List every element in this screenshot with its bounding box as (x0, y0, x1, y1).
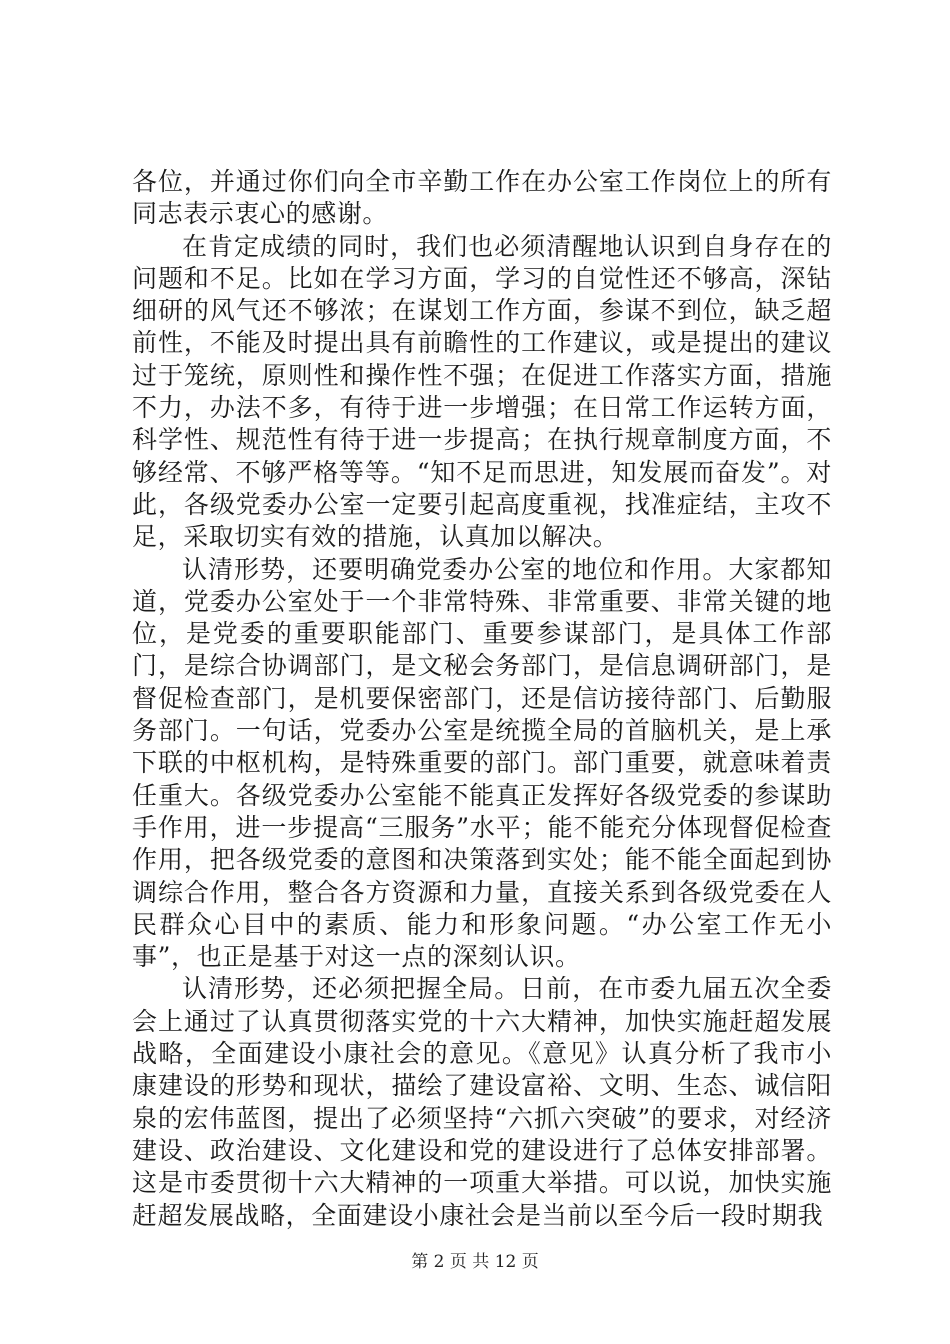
document-body (132, 166, 832, 1232)
paragraph: 认清形势，还必须把握全局。日前，在市委九届五次全委会上通过了认真贯彻落实党的十六大精神，加快实施赶超发展战略，全面建设小康社会的意见。《意见》认真分析了我市小康建设的形势和现状，描绘了建设富裕、文明、生态、诚信阳泉的宏伟蓝图，提出了必须坚持“六抓六突破”的要求，对经济建设、政治建设、文化建设和党的建设进行了总体安排部署。这是市委贯彻十六大精神的一项重大举措。可以说，加快实施赶超发展战略，全面建设小康社会是当前以至今后一段时期我 (132, 974, 832, 1230)
page-number-footer: 第 2 页 共 12 页 (411, 1252, 539, 1272)
paragraph: 认清形势，还要明确党委办公室的地位和作用。大家都知道，党委办公室处于一个非常特殊、非常重要、非常关键的地位，是党委的重要职能部门、重要参谋部门，是具体工作部门，是综合协调部门，是文秘会务部门，是信息调研部门，是督促检查部门，是机要保密部门，还是信访接待部门、后勤服务部门。一句话，党委办公室是统揽全局的首脑机关，是上承下联的中枢机构，是特殊重要的部门。部门重要，就意味着责任重大。各级党委办公室能不能真正发挥好各级党委的参谋助手作用，进一步提高“三服务”水平；能不能充分体现督促检查作用，把各级党委的意图和决策落到实处；能不能全面起到协调综合作用，整合各方资源和力量，直接关系到各级党委在人民群众心目中的素质、能力和形象问题。“办公室工作无小事”，也正是基于对这一点的深刻认识。 (132, 554, 832, 972)
paragraph: 各位，并通过你们向全市辛勤工作在办公室工作岗位上的所有同志表示衷心的感谢。 (132, 167, 832, 229)
paragraph: 在肯定成绩的同时，我们也必须清醒地认识到自身存在的问题和不足。比如在学习方面，学习的自觉性还不够高，深钻细研的风气还不够浓；在谋划工作方面，参谋不到位，缺乏超前性，不能及时提出具有前瞻性的工作建议，或是提出的建议过于笼统，原则性和操作性不强；在促进工作落实方面，措施不力，办法不多，有待于进一步增强；在日常工作运转方面，科学性、规范性有待于进一步提高；在执行规章制度方面，不够经常、不够严格等等。“知不足而思进，知发展而奋发”。对此，各级党委办公室一定要引起高度重视，找准症结，主攻不足，采取切实有效的措施，认真加以解决。 (132, 231, 832, 552)
